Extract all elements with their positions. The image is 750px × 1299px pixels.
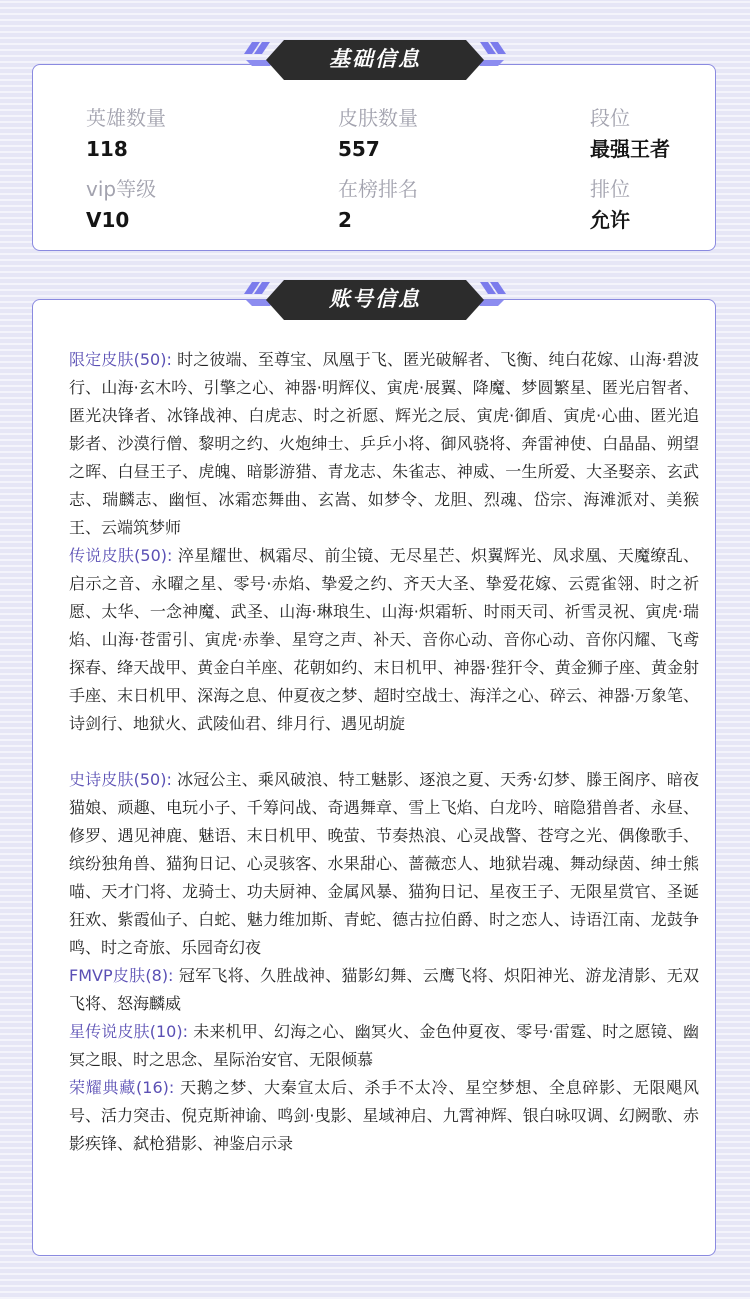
stat-vip-level [86, 176, 286, 233]
account-info-card [32, 299, 716, 1256]
stat-value: 最强王者 [590, 137, 670, 161]
category-name: 星传说皮肤(10): [69, 1022, 188, 1041]
stat-label: 段位 [590, 106, 630, 130]
stat-label: 在榜排名 [338, 177, 418, 201]
section-title: 基础信息 [329, 47, 421, 71]
skin-category-limited [69, 346, 699, 542]
category-items: 淬星耀世、枫霜尽、前尘镜、无尽星芒、炽翼辉光、凤求凰、天魔缭乱、启示之音、永曜之星、零号·赤焰、挚爱之约、齐天大圣、挚爱花嫁、云霓雀翎、时之祈愿、太华、一念神魔、武圣、山海·琳琅生、山海·炽霜斩、时雨天司、祈雪灵祝、寅虎·瑞焰、山海·苍雷引、寅虎·赤拳、星穹之声、补天、音你心动、音你心动、音你闪耀、飞鸢探春、绛天战甲、黄金白羊座、花朝如约、末日机甲、神器·狴犴令、黄金狮子座、黄金射手座、末日机甲、深海之息、仲夏夜之梦、超时空战士、海洋之心、碎云、神器·万象笔、诗剑行、地狱火、武陵仙君、绯月行、遇见胡旋 [69, 546, 699, 733]
stat-skin-count [338, 105, 538, 162]
stat-label: 皮肤数量 [338, 106, 418, 130]
stat-ranked-allowed [590, 176, 750, 233]
category-name: 传说皮肤(50): [69, 546, 173, 565]
category-name: 荣耀典藏(16): [69, 1078, 175, 1097]
skin-category-epic [69, 766, 699, 962]
stat-value: V10 [86, 208, 130, 232]
category-items: 未来机甲、幻海之心、幽冥火、金色仲夏夜、零号·雷霆、时之愿镜、幽冥之眼、时之思念、星际治安官、无限倾慕 [69, 1022, 699, 1069]
category-name: FMVP皮肤(8): [69, 966, 174, 985]
stat-hero-count [86, 105, 286, 162]
category-name: 史诗皮肤(50): [69, 770, 172, 789]
section-header-account [0, 276, 750, 324]
stat-leaderboard-rank [338, 176, 538, 233]
category-items: 冰冠公主、乘风破浪、特工魅影、逐浪之夏、天秀·幻梦、滕王阁序、暗夜猫娘、顽趣、电玩小子、千筹问战、奇遇舞章、雪上飞焰、白龙吟、暗隐猎兽者、永昼、修罗、遇见神鹿、魅语、末日机甲、晚萤、节奏热浪、心灵战警、苍穹之光、偶像歌手、缤纷独角兽、猫狗日记、心灵骇客、水果甜心、蔷薇恋人、地狱岩魂、舞动绿茵、绅士熊喵、天才门将、龙骑士、功夫厨神、金属风暴、猫狗日记、星夜王子、无限星赏官、圣诞狂欢、紫霞仙子、白蛇、魅力维加斯、青蛇、德古拉伯爵、时之恋人、诗语江南、龙鼓争鸣、时之奇旅、乐园奇幻夜 [69, 770, 699, 957]
section-header-basic [0, 36, 750, 84]
stat-value: 557 [338, 137, 380, 161]
category-name: 限定皮肤(50): [69, 350, 172, 369]
basic-info-card [32, 64, 716, 251]
stat-value: 2 [338, 208, 352, 232]
stat-label: vip等级 [86, 177, 157, 201]
stat-value: 118 [86, 137, 128, 161]
skin-category-glory-collection [69, 1074, 699, 1158]
skin-category-fmvp [69, 962, 699, 1018]
section-title: 账号信息 [329, 287, 421, 311]
stat-rank-tier [590, 105, 750, 162]
skin-category-star-legend [69, 1018, 699, 1074]
stat-label: 英雄数量 [86, 106, 166, 130]
category-items: 时之彼端、至尊宝、凤凰于飞、匿光破解者、飞衡、纯白花嫁、山海·碧波行、山海·玄木吟、引擎之心、神器·明辉仪、寅虎·展翼、降魔、梦圆繁星、匿光启智者、匿光决锋者、冰锋战神、白虎志、时之祈愿、辉光之辰、寅虎·御盾、寅虎·心曲、匿光追影者、沙漠行僧、黎明之约、火炮绅士、乒乒小将、御风骁将、奔雷神使、白晶晶、朔望之晖、白昼王子、虎魄、暗影游猎、青龙志、朱雀志、神威、一生所爱、大圣娶亲、玄武志、瑞麟志、幽恒、冰霜恋舞曲、玄嵩、如梦令、龙胆、烈魂、岱宗、海滩派对、美猴王、云端筑梦师 [69, 350, 699, 537]
category-items: 冠军飞将、久胜战神、猫影幻舞、云鹰飞将、炽阳神光、游龙清影、无双飞将、怒海麟威 [69, 966, 699, 1013]
category-items: 天鹅之梦、大秦宣太后、杀手不太冷、星空梦想、全息碎影、无限飓风号、活力突击、倪克斯神谕、鸣剑·曳影、星域神启、九霄神辉、银白咏叹调、幻阙歌、赤影疾锋、弑枪猎影、神鉴启示录 [69, 1078, 699, 1153]
skin-category-legend [69, 542, 699, 738]
stat-label: 排位 [590, 177, 630, 201]
skin-list [69, 346, 699, 1158]
stat-value: 允许 [590, 208, 630, 232]
